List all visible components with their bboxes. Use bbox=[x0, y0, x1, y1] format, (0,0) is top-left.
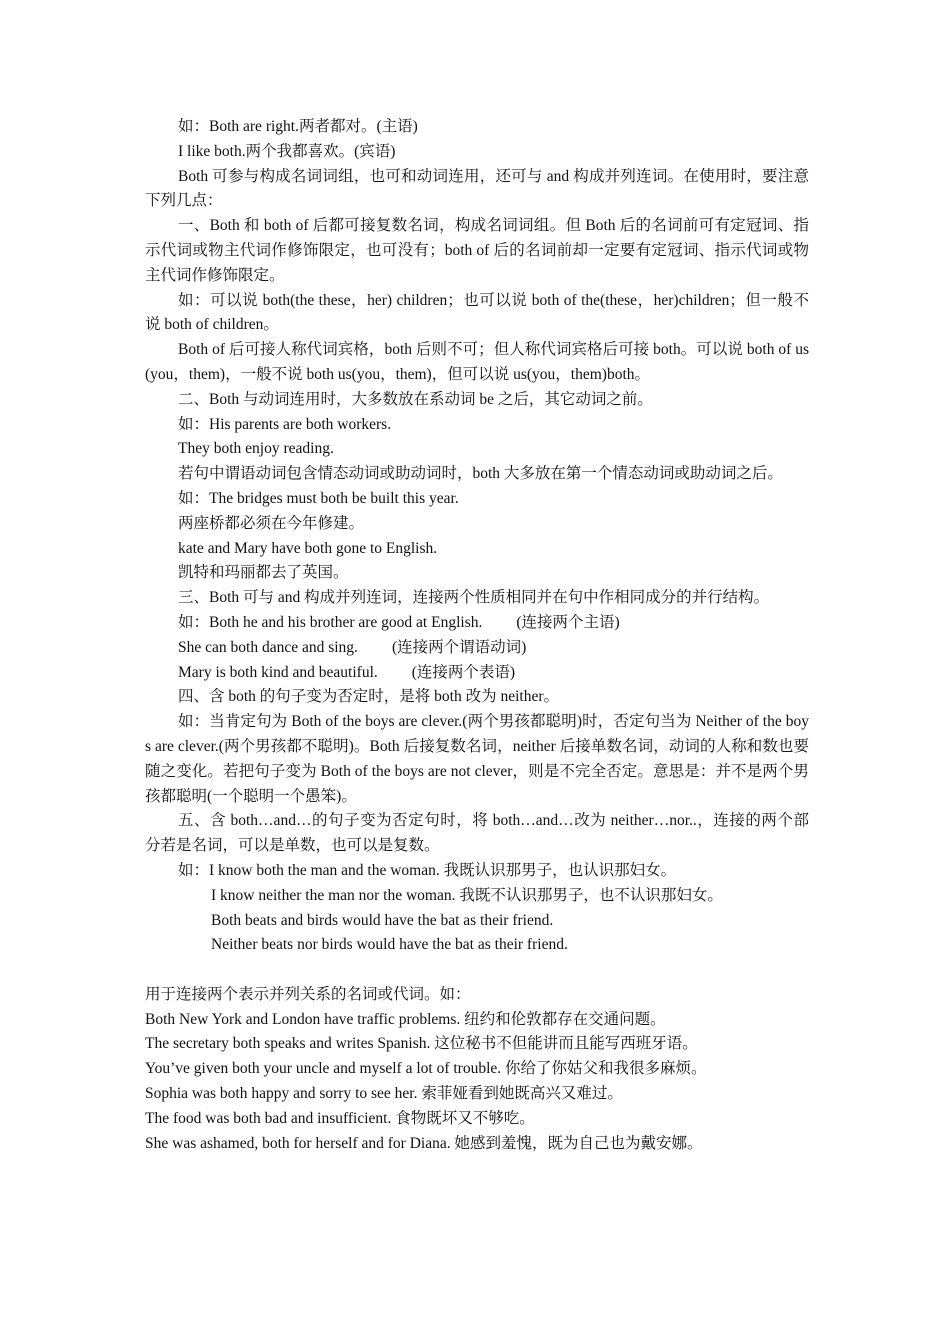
paragraph: 如：可以说 both(the these，her) children；也可以说 both of the(these，her)children；但一般不说 both of children。 bbox=[145, 291, 809, 334]
example-sentence: She can both dance and sing. bbox=[178, 638, 358, 656]
paragraph: Both New York and London have traffic problems. 纽约和伦敦都存在交通问题。 bbox=[145, 1010, 666, 1028]
paragraph: They both enjoy reading. bbox=[178, 440, 334, 458]
paragraph: You’ve given both your uncle and myself a lot of trouble. 你给了你姑父和我很多麻烦。 bbox=[145, 1060, 707, 1078]
blank-line bbox=[145, 958, 809, 983]
paragraph: 如：当肯定句为 Both of the boys are clever.(两个男孩都聪明)时，否定句当为 Neither of the boys are clever.(两个男孩都不聪明)。Both 后接复数名词，neither 后接单数名词，动词的人称和数也要随之变化。若把句子变为 Both of the boys are not clever，则是不完全否定。意思是：并不是两个男孩都聪明(一个聪明一个愚笨)。 bbox=[145, 713, 809, 805]
paragraph: 两座桥都必须在今年修建。 bbox=[178, 514, 365, 532]
paragraph: I know neither the man nor the woman. 我既不认识那男子，也不认识那妇女。 bbox=[211, 886, 723, 904]
paragraph: 一、Both 和 both of 后都可接复数名词，构成名词词组。但 Both 后的名词前可有定冠词、指示代词或物主代词作修饰限定，也可没有；both of 后的名词前却一定要有定冠词、指示代词或物主代词作修饰限定。 bbox=[145, 217, 809, 284]
paragraph: 二、Both 与动词连用时，大多数放在系动词 be 之后，其它动词之前。 bbox=[178, 390, 653, 408]
paragraph: 若句中谓语动词包含情态动词或助动词时，both 大多放在第一个情态动词或助动词之后。 bbox=[178, 465, 783, 483]
example-sentence: 如：Both he and his brother are good at English. bbox=[178, 613, 483, 631]
paragraph: 凯特和玛丽都去了英国。 bbox=[178, 564, 349, 582]
paragraph: Both beats and birds would have the bat as their friend. bbox=[211, 911, 554, 929]
paragraph: Sophia was both happy and sorry to see her. 索菲娅看到她既高兴又难过。 bbox=[145, 1085, 623, 1103]
paragraph: 如：Both are right.两者都对。(主语) bbox=[178, 118, 418, 135]
paragraph: 如：I know both the man and the woman. 我既认识那男子，也认识那妇女。 bbox=[178, 861, 677, 879]
paragraph: The secretary both speaks and writes Spanish. 这位秘书不但能讲而且能写西班牙语。 bbox=[145, 1035, 698, 1053]
paragraph: 如：The bridges must both be built this year. bbox=[178, 489, 459, 507]
paragraph: 四、含 both 的句子变为否定时，是将 both 改为 neither。 bbox=[178, 688, 560, 706]
document-body bbox=[145, 115, 809, 1156]
paragraph: I like both.两个我都喜欢。(宾语) bbox=[178, 142, 396, 160]
example-note: (连接两个表语) bbox=[411, 663, 516, 681]
paragraph: Both of 后可接人称代词宾格，both 后则不可；但人称代词宾格后可接 both。可以说 both of us(you，them)，一般不说 both us(you，them)，但可以说 us(you，them)both。 bbox=[145, 341, 809, 383]
paragraph: 用于连接两个表示并列关系的名词或代词。如： bbox=[145, 985, 471, 1003]
paragraph: She was ashamed, both for herself and for Diana. 她感到羞愧，既为自己也为戴安娜。 bbox=[145, 1134, 703, 1152]
paragraph: 三、Both 可与 and 构成并列连词，连接两个性质相同并在句中作相同成分的并行结构。 bbox=[178, 589, 770, 607]
paragraph: 五、含 both…and…的句子变为否定句时，将 both…and…改为 neither…nor..，连接的两个部分若是名词，可以是单数，也可以是复数。 bbox=[145, 812, 809, 855]
example-sentence: Mary is both kind and beautiful. bbox=[178, 663, 378, 681]
example-note: (连接两个谓语动词) bbox=[391, 638, 527, 656]
paragraph: kate and Mary have both gone to English. bbox=[178, 539, 438, 557]
paragraph: Neither beats nor birds would have the bat as their friend. bbox=[211, 936, 568, 954]
example-line bbox=[145, 661, 809, 686]
example-note: (连接两个主语) bbox=[516, 613, 620, 631]
example-line bbox=[145, 611, 809, 636]
paragraph: The food was both bad and insufficient. 食物既坏又不够吃。 bbox=[145, 1109, 535, 1127]
paragraph: 如：His parents are both workers. bbox=[178, 415, 392, 433]
example-line bbox=[145, 636, 809, 661]
paragraph: Both 可参与构成名词词组，也可和动词连用，还可与 and 构成并列连词。在使用时，要注意下列几点： bbox=[145, 167, 809, 210]
